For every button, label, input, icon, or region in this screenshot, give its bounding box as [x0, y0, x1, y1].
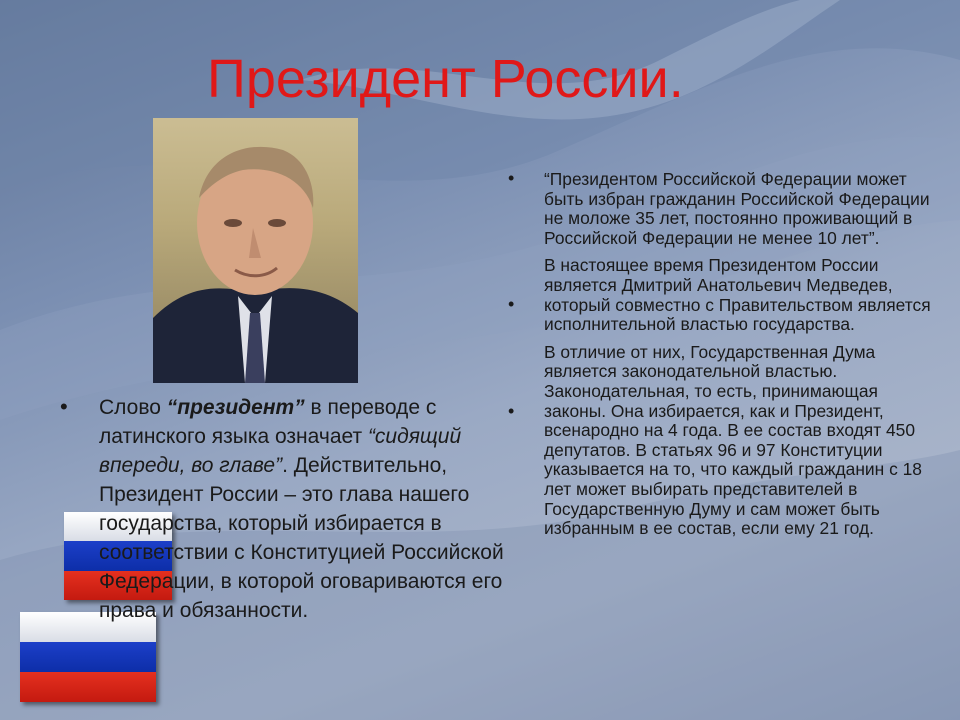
right-item-2: В настоящее время Президентом России является Дмитрий Анатольевич Медведев, который совместно с Правительством является исполнительной властью государства.: [544, 255, 931, 335]
left-paragraph: [99, 393, 509, 625]
left-text-part3: . Действительно, Президент России – это глава нашего государства, который избирается в соответствии с Конституцией Российской Федерации, в которой оговариваются его права и обязанности.: [99, 454, 504, 622]
right-item-3: В отличие от них, Государственная Дума является законодательной властью. Законодательная, то есть, принимающая законы. Она избирается, как и Президент, всенародно на 4 года. В ее состав входят 450 депутатов. В статьях 96 и 97 Конституции указывается на то, что каждый гражданин с 18 лет может выбирать представителей в Государственную Думу и сам может быть избранным в ее состав, если ему 21 год.: [544, 341, 922, 539]
right-bullet-1: •: [508, 168, 515, 188]
russian-flag-large: [20, 612, 156, 702]
left-text-part1: Слово: [99, 396, 167, 419]
right-bullet-list: [544, 170, 944, 547]
slide-title: Президент России.: [207, 49, 684, 109]
left-bullet: •: [60, 394, 68, 419]
left-text-word: “президент”: [166, 396, 305, 419]
president-photo: [153, 118, 358, 383]
right-bullet-2: •: [508, 294, 515, 314]
right-item-1: “Президентом Российской Федерации может быть избран гражданин Российской Федерации не моложе 35 лет, постоянно проживающий в Российской Федерации не менее 10 лет”.: [544, 169, 930, 248]
left-text-part2: в переводе с латинского языка означает: [99, 396, 437, 448]
right-bullet-3: •: [508, 401, 515, 421]
left-text-meaning: “сидящий впереди, во главе”: [99, 425, 462, 477]
